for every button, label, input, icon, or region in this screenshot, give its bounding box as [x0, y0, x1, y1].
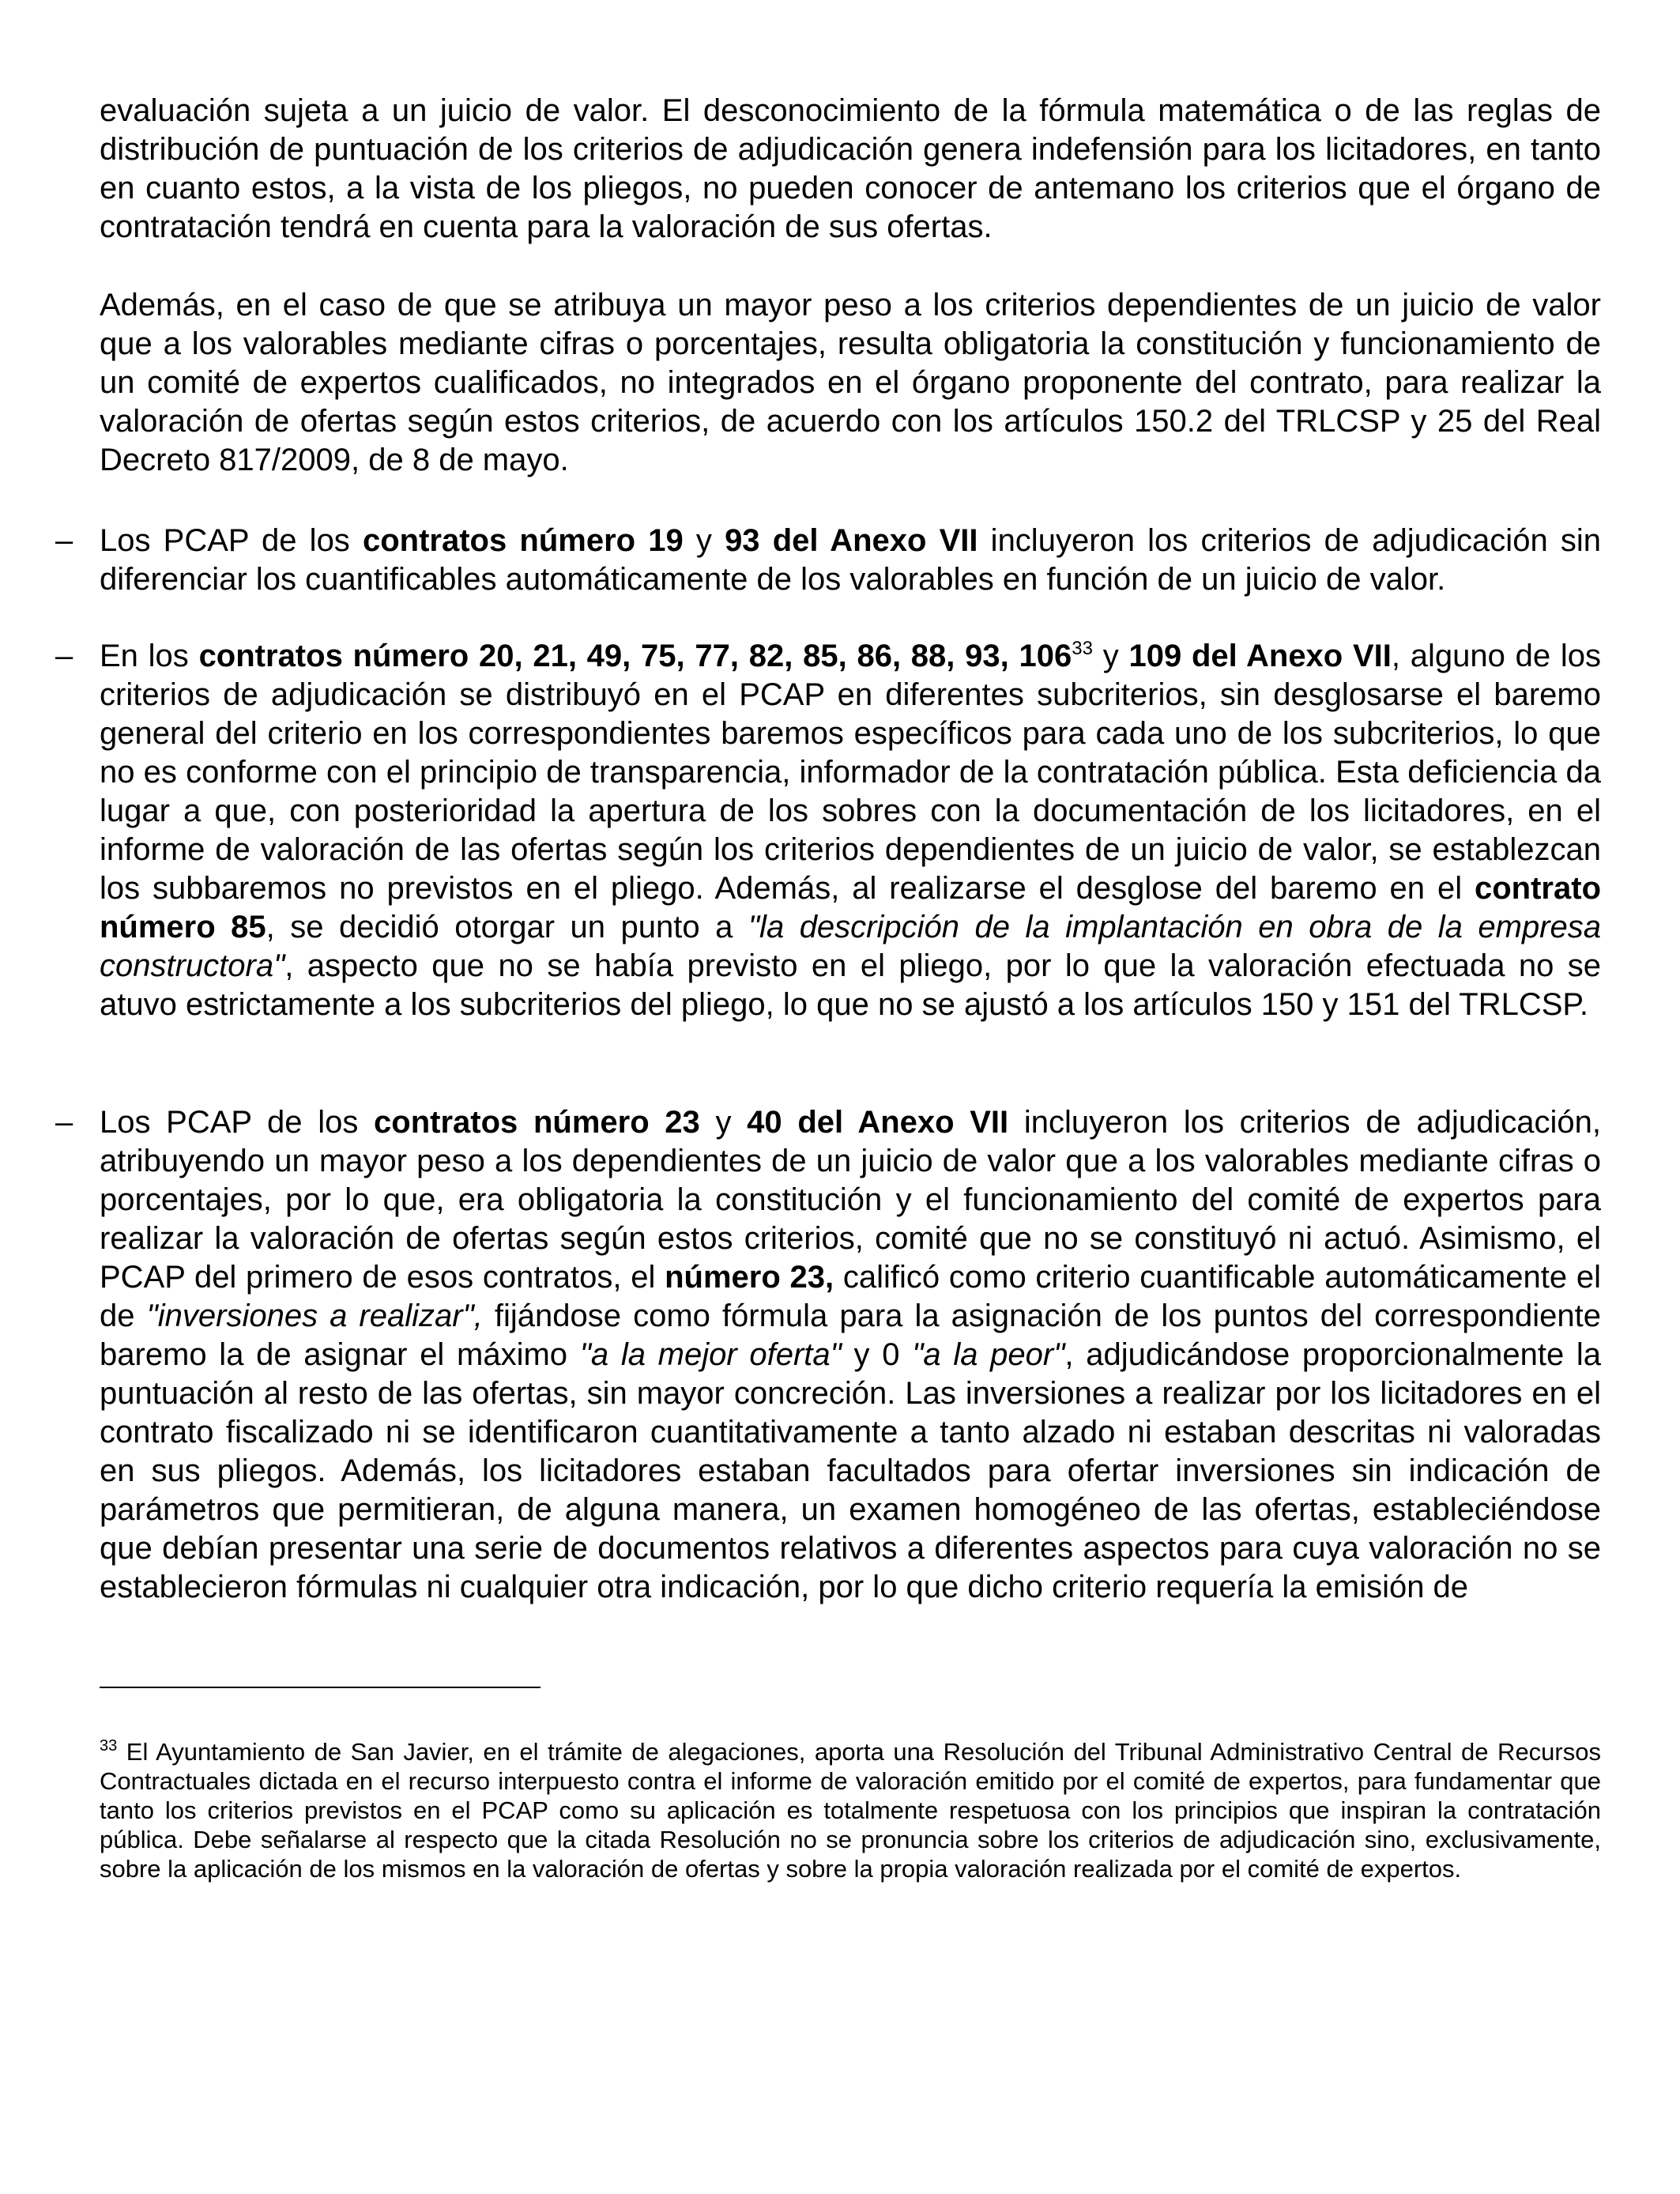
item-text: Los PCAP de los [100, 1105, 375, 1140]
bullet-dash: – [55, 639, 73, 673]
item-text: , aspecto que no se había previsto en el pliego, por lo que la valoración efectuada no se atuvo estrictamente a los subcriterios del pliego, lo que no se ajustó a los artículos 150 y 151 del TRLCSP. [100, 948, 1601, 1022]
item-bold: 109 del Anexo VII [1128, 639, 1392, 673]
item-text: , adjudicándose proporcionalmente la puntuación al resto de las ofertas, sin mayor concreción. Las inversiones a realizar por los licitadores en el contrato fiscalizado ni se identificaron cuantitativamente a tanto alzado ni estaban descritas ni valoradas en sus pliegos. Además, los licitadores estaban facultados para ofertar inversiones sin indicación de parámetros que permitieran, de alguna manera, un examen homogéneo de las ofertas, estableciéndose que debían presentar una serie de documentos relativos a diferentes aspectos para cuya valoración no se establecieron fórmulas ni cualquier otra indicación, por lo que dicho criterio requería la emisión de [100, 1337, 1602, 1604]
item-bold: número 23, [665, 1260, 834, 1295]
item-text: y [683, 523, 725, 558]
item-text: y 0 [841, 1337, 913, 1372]
footnote-33 [100, 1737, 1601, 1883]
footnote-number: 33 [100, 1737, 118, 1755]
item-text: , alguno de los criterios de adjudicación se distribuyó en el PCAP en diferentes subcriterios, sin desglosarse el baremo general del criterio en los correspondientes baremos específicos para cada uno de los subcriterios, lo que no es conforme con el principio de transparencia, informador de la contratación pública. Esta deficiencia da lugar a que, con posterioridad la apertura de los sobres con la documentación de los licitadores, en el informe de valoración de las ofertas según los criterios dependientes de un juicio de valor, se establezcan los subbaremos no previstos en el pliego. Además, al realizarse el desglose del baremo en el [100, 639, 1602, 906]
item-bold: 40 del Anexo VII [747, 1105, 1009, 1140]
item-bold: contratos número 19 [362, 523, 684, 558]
paragraph-juicio-valor: evaluación sujeta a un juicio de valor. El desconocimiento de la fórmula matemática o de las reglas de distribución de puntuación de los criterios de adjudicación genera indefensión para los licitadores, en tanto en cuanto estos, a la vista de los pliegos, no pueden conocer de antemano los criterios que el órgano de contratación tendrá en cuenta para la valoración de sus ofertas. [100, 93, 1601, 244]
list-item-contratos-23-40 [55, 1103, 1602, 1607]
item-italic: "la descripción de la implantación en obra de la empresa constructora" [100, 910, 1601, 983]
paragraph-comite-expertos: Además, en el caso de que se atribuya un mayor peso a los criterios dependientes de un juicio de valor que a los valorables mediante cifras o porcentajes, resulta obligatoria la constitución y funcionamiento de un comité de expertos cualificados, no integrados en el órgano proponente del contrato, para realizar la valoración de ofertas según estos criterios, de acuerdo con los artículos 150.2 del TRLCSP y 25 del Real Decreto 817/2009, de 8 de mayo. [100, 288, 1601, 477]
item-italic: "a la peor" [912, 1337, 1065, 1372]
footnote-text: El Ayuntamiento de San Javier, en el trámite de alegaciones, aporta una Resolución del Tribunal Administrativo Central de Recursos Contractuales dictada en el recurso interpuesto contra el informe de valoración emitido por el comité de expertos, para fundamentar que tanto los criterios previstos en el PCAP como su aplicación es totalmente respetuosa con los principios que inspiran la contratación pública. Debe señalarse al respecto que la citada Resolución no se pronuncia sobre los criterios de adjudicación sino, exclusivamente, sobre la aplicación de los mismos en la valoración de ofertas y sobre la propia valoración realizada por el comité de expertos. [100, 1738, 1601, 1883]
item-bold: contratos número 20, 21, 49, 75, 77, 82, 85, 86, 88, 93, 106 [198, 639, 1072, 673]
item-italic: "inversiones a realizar", [146, 1299, 483, 1333]
item-text: , se decidió otorgar un punto a [266, 910, 748, 944]
item-text: Los PCAP de los [100, 523, 363, 558]
footnote-separator [100, 1687, 541, 1688]
list-item-contratos-19-93 [55, 522, 1601, 599]
item-text: En los [100, 639, 199, 673]
bullet-dash: – [55, 523, 73, 558]
item-bold: contrato número 85 [100, 871, 1601, 944]
item-text: fijándose como fórmula para la asignación de los puntos del correspondiente baremo la de asignar el máximo [100, 1299, 1602, 1372]
list-item-subcriterios [55, 637, 1602, 1024]
item-bold: 93 del Anexo VII [725, 523, 978, 558]
item-text: y [699, 1105, 748, 1140]
item-italic: "a la mejor oferta" [579, 1337, 842, 1372]
item-bold: contratos número 23 [374, 1105, 700, 1140]
item-text: incluyeron los criterios de adjudicación sin diferenciar los cuantificables automáticamente de los valorables en función de un juicio de valor. [100, 523, 1601, 597]
footnote-reference: 33 [1072, 638, 1093, 659]
item-text: calificó como criterio cuantificable automáticamente el de [100, 1260, 1601, 1333]
bullet-dash: – [55, 1105, 73, 1140]
item-text: incluyeron los criterios de adjudicación, atribuyendo un mayor peso a los dependientes de un juicio de valor que a los valorables mediante cifras o porcentajes, por lo que, era obligatoria la constitución y el funcionamiento del comité de expertos para realizar la valoración de ofertas según estos criterios, comité que no se constituyó ni actuó. Asimismo, el PCAP del primero de esos contratos, el [100, 1105, 1601, 1295]
item-text: y [1092, 639, 1129, 673]
